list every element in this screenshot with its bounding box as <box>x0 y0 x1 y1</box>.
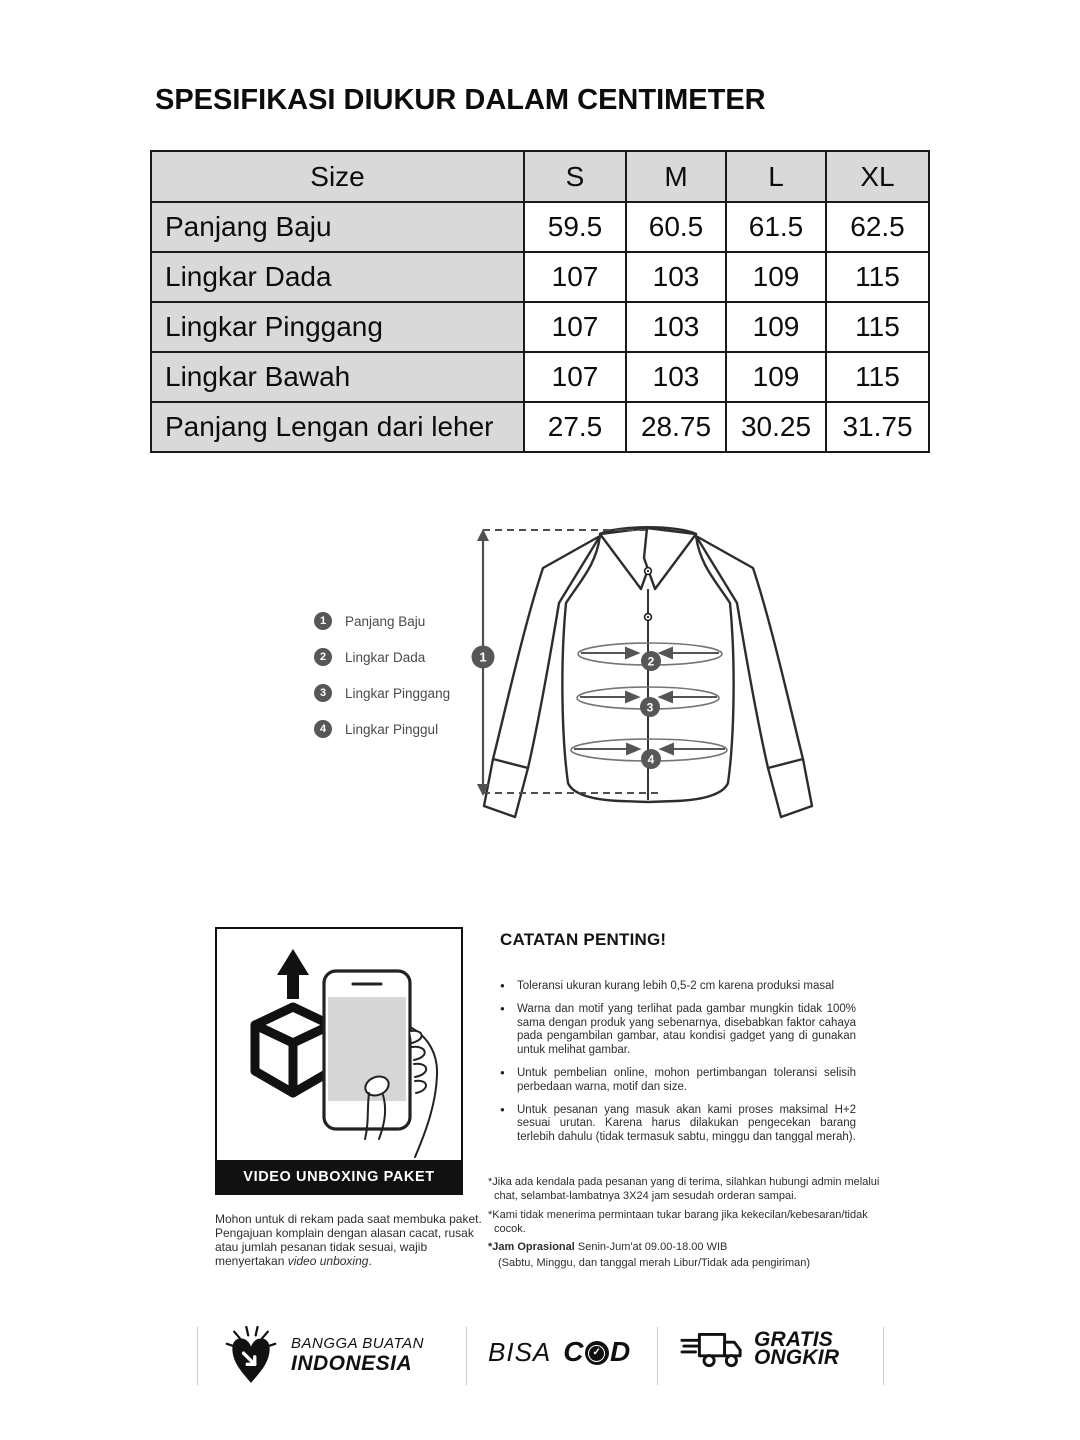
footnote: *Kami tidak menerima permintaan tukar barang jika kekecilan/kebesaran/tidak cocok. <box>488 1208 868 1235</box>
cod-text <box>563 1336 630 1368</box>
phone-scanning-box-icon <box>217 931 461 1161</box>
cell: 107 <box>524 352 626 402</box>
table-row <box>151 352 929 402</box>
bisa-cod-badge <box>488 1336 631 1368</box>
size-table-header-s: S <box>524 151 626 202</box>
cell: 59.5 <box>524 202 626 252</box>
unboxing-note-period: . <box>368 1254 372 1269</box>
video-unboxing-card <box>215 927 463 1195</box>
cell: 103 <box>626 252 726 302</box>
legend-item <box>314 684 450 702</box>
unboxing-note-text: Mohon untuk di rekam pada saat membuka paket. Pengajuan komplain dengan alasan cacat, rusak atau jumlah pesanan tidak sesuai, wajib menyertakan <box>215 1212 482 1269</box>
unboxing-caption-bar <box>217 1160 461 1193</box>
footnote-rest: Senin-Jum'at 09.00-18.00 WIB <box>574 1241 728 1254</box>
table-row <box>151 302 929 352</box>
divider <box>657 1327 658 1385</box>
divider <box>883 1327 884 1385</box>
legend-number-badge: 4 <box>314 720 332 738</box>
table-row <box>151 402 929 452</box>
notes-list <box>500 980 856 1145</box>
cell: 28.75 <box>626 402 726 452</box>
unboxing-note-italic: video unboxing <box>287 1254 369 1269</box>
unboxing-caption: VIDEO UNBOXING PAKET <box>243 1168 435 1185</box>
table-row <box>151 202 929 252</box>
heart-love-indonesia-icon <box>223 1324 279 1386</box>
bangga-buatan-indonesia-text <box>291 1335 424 1376</box>
table-row <box>151 252 929 302</box>
legend-item <box>314 648 450 666</box>
notes-heading: CATATAN PENTING! <box>500 930 667 949</box>
footnote <box>488 1240 902 1254</box>
legend-number-badge: 3 <box>314 684 332 702</box>
badge-line: GRATIS <box>754 1328 833 1351</box>
cell: 60.5 <box>626 202 726 252</box>
cell: 109 <box>726 302 826 352</box>
cell: 31.75 <box>826 402 929 452</box>
legend-label: Panjang Baju <box>345 613 426 629</box>
cell: 30.25 <box>726 402 826 452</box>
bangga-buatan-indonesia-badge <box>223 1324 424 1386</box>
size-table-header-row <box>151 151 929 202</box>
legend-item <box>314 720 450 738</box>
badge-line: BANGGA BUATAN <box>291 1334 424 1352</box>
diagram-legend <box>314 612 450 756</box>
cell: 115 <box>826 352 929 402</box>
row-label: Panjang Baju <box>151 202 524 252</box>
size-table-header-l: L <box>726 151 826 202</box>
row-label: Lingkar Dada <box>151 252 524 302</box>
gratis-ongkir-text <box>754 1328 840 1369</box>
cell: 107 <box>524 252 626 302</box>
legend-number-badge: 1 <box>314 612 332 630</box>
cell: 115 <box>826 302 929 352</box>
svg-text:3: 3 <box>646 700 654 715</box>
footnote-bold: *Jam Oprasional <box>488 1241 575 1254</box>
legend-item <box>314 612 450 630</box>
footnote: *Jika ada kendala pada pesanan yang di terima, silahkan hubungi admin melalui chat, selambat-lambatnya 3X24 jam sesudah orderan sampai. <box>488 1176 880 1203</box>
cell: 109 <box>726 352 826 402</box>
measurement-diagram <box>300 505 840 857</box>
delivery-truck-icon <box>680 1328 744 1370</box>
row-label: Lingkar Pinggang <box>151 302 524 352</box>
bisa-text: BISA <box>488 1336 552 1367</box>
footnotes <box>488 1175 902 1275</box>
legend-label: Lingkar Pinggul <box>345 721 439 737</box>
unboxing-note <box>215 1212 485 1269</box>
cell: 103 <box>626 302 726 352</box>
note-bullet: ● Toleransi ukuran kurang lebih 0,5-2 cm karena produksi masal <box>500 980 856 994</box>
footnote-subline: (Sabtu, Minggu, dan tanggal merah Libur/Tidak ada pengiriman) <box>498 1257 811 1270</box>
legend-label: Lingkar Pinggang <box>345 685 451 701</box>
note-bullet: ● Untuk pembelian online, mohon pertimbangan toleransi selisih perbedaan warna, motif dan size. <box>500 1067 856 1095</box>
size-table-header-size: Size <box>151 151 524 202</box>
important-notes-section <box>500 930 856 1154</box>
note-bullet: ● Untuk pesanan yang masuk akan kami proses maksimal H+2 sesuai urutan. Karena harus dilakukan pengecekan barang terlebih dahulu (tidak termasuk sabtu, minggu dan tanggal merah). <box>500 1104 856 1145</box>
cell: 61.5 <box>726 202 826 252</box>
divider <box>466 1327 467 1385</box>
badge-line: ONGKIR <box>754 1346 840 1369</box>
legend-number-badge: 2 <box>314 648 332 666</box>
row-label: Lingkar Bawah <box>151 352 524 402</box>
size-table-header-xl: XL <box>826 151 929 202</box>
cod-letter-d: D <box>609 1336 631 1367</box>
gratis-ongkir-badge <box>680 1328 839 1370</box>
cell: 27.5 <box>524 402 626 452</box>
cod-letter-c: C <box>563 1336 584 1367</box>
legend-label: Lingkar Dada <box>345 649 426 665</box>
svg-text:4: 4 <box>647 752 655 767</box>
page-title: SPESIFIKASI DIUKUR DALAM CENTIMETER <box>155 84 766 116</box>
size-table-header-m: M <box>626 151 726 202</box>
svg-text:2: 2 <box>647 654 655 669</box>
svg-text:1: 1 <box>479 649 487 665</box>
note-bullet: ● Warna dan motif yang terlihat pada gambar mungkin tidak 100% sama dengan produk yang sebenarnya, disebabkan faktor cahaya pada pengambilan gambar, atau kondisi gadget yang di gunakan untuk melihat gambar. <box>500 1003 856 1058</box>
badge-line: INDONESIA <box>291 1351 413 1375</box>
cell: 115 <box>826 252 929 302</box>
size-table <box>150 150 930 453</box>
cell: 109 <box>726 252 826 302</box>
cod-check-icon: ✓ <box>585 1341 609 1365</box>
cell: 62.5 <box>826 202 929 252</box>
row-label: Panjang Lengan dari leher <box>151 402 524 452</box>
cell: 103 <box>626 352 726 402</box>
divider <box>197 1327 198 1385</box>
cell: 107 <box>524 302 626 352</box>
